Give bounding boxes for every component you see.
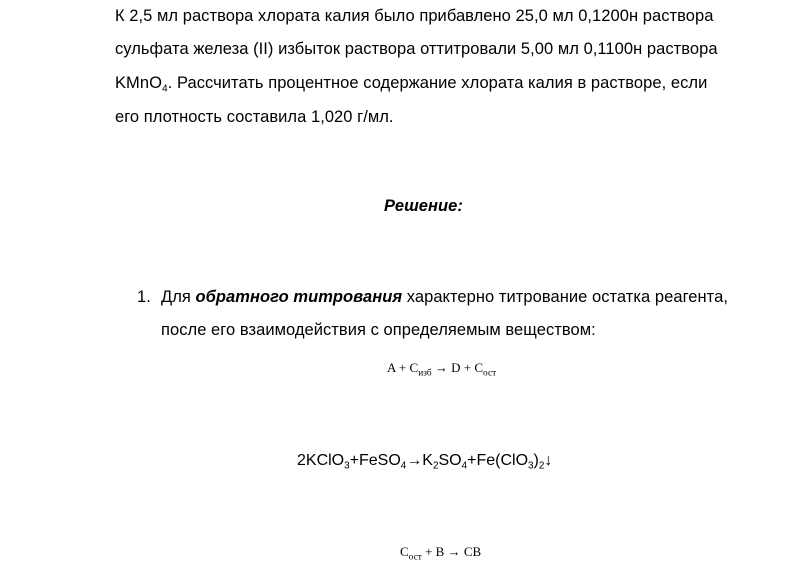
solution-heading: Решение: [384,197,463,215]
term-back-titration: обратного титрования [195,288,403,306]
formula-back-titration: $A + C_{изб} \to D + C_{ост}$ [387,360,497,379]
list-item-1-line-1: Для обратного титрования характерно титрование остатка реагента, [161,288,728,306]
reaction-equation: $2KClO_3+FeSO_4\to K_2SO_4+Fe(ClO_3)_2↓$ [297,452,553,472]
problem-line-3: KMnO$_4$. Рассчитать процентное содержание хлората калия в растворе, если [115,74,708,95]
list-item-number: 1. [137,288,151,306]
reaction-arrow-icon: → [406,452,423,469]
formula-residual-titration: $C_{ост} + B$ → CB [400,544,482,563]
precipitate-arrow-icon: ↓ [544,452,553,469]
problem-line-2: сульфата железа (II) избыток раствора оттитровали 5,00 мл 0,1100н раствора [115,40,718,58]
list-item-1-line-2: после его взаимодействия с определяемым веществом: [161,321,596,339]
problem-line-4: его плотность составила 1,020 г/мл. [115,108,394,126]
problem-line-1: К 2,5 мл раствора хлората калия было прибавлено 25,0 мл 0,1200н раствора [115,7,714,25]
